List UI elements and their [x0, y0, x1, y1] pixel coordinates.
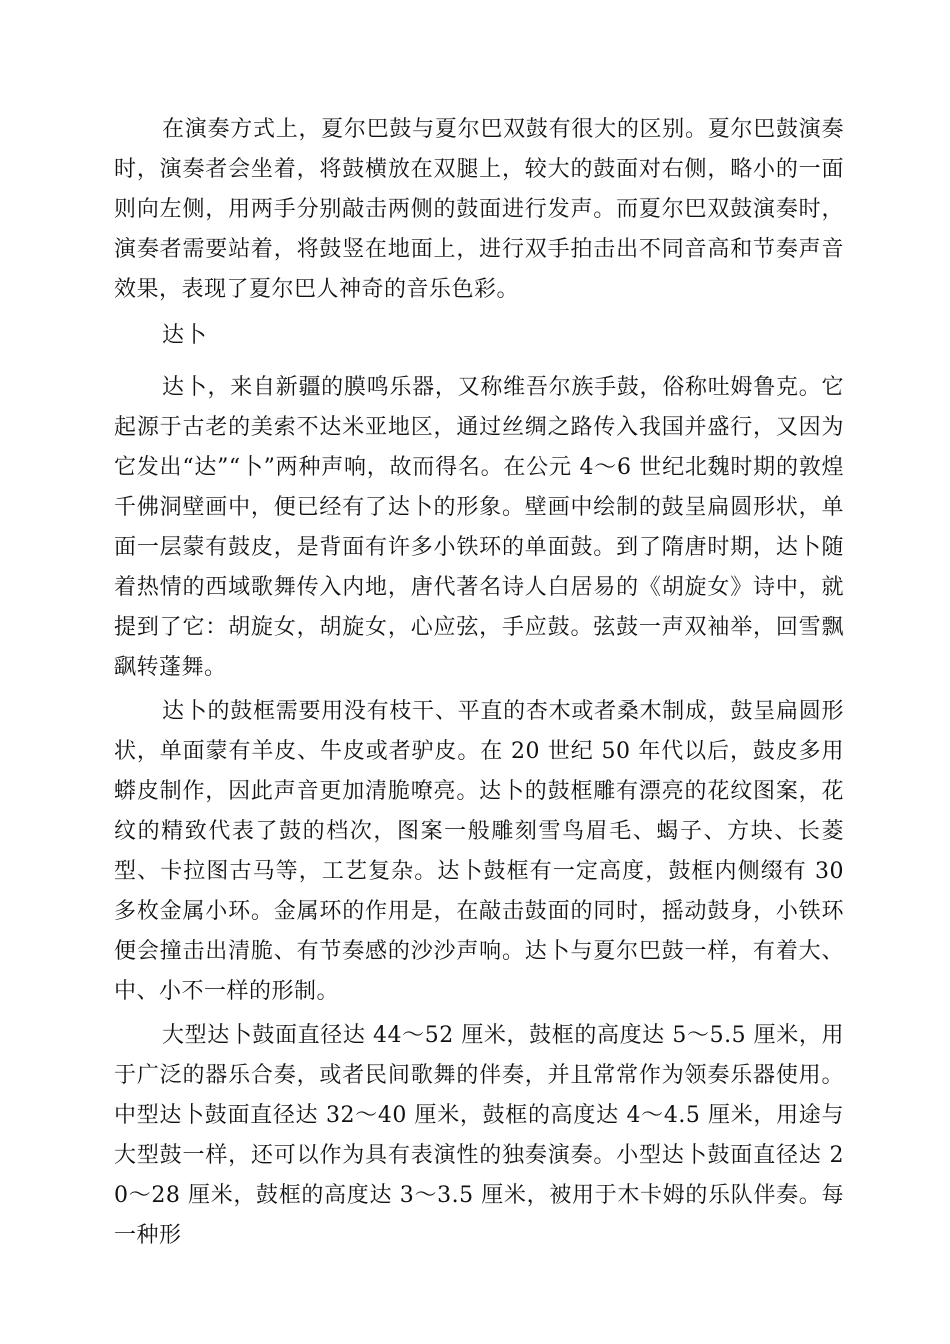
paragraph-dab-origin: 达卜，来自新疆的膜鸣乐器，又称维吾尔族手鼓，俗称吐姆鲁克。它起源于古老的美索不达米亚地区，通过丝绸之路传入我国并盛行，又因为它发出“达”“卜”两种声响，故而得名。在公元 4～6 世纪北魏时期的敦煌千佛洞壁画中，便已经有了达卜的形象。壁画中绘制的鼓呈扁圆形状，单面一层蒙有鼓皮，是背面有许多小铁环的单面鼓。到了隋唐时期，达卜随着热情的西域歌舞传入内地，唐代著名诗人白居易的《胡旋女》诗中，就提到了它：胡旋女，胡旋女，心应弦，手应鼓。弦鼓一声双袖举，回雪飘飖转蓬舞。: [114, 375, 844, 680]
paragraph-performance-methods: 在演奏方式上，夏尔巴鼓与夏尔巴双鼓有很大的区别。夏尔巴鼓演奏时，演奏者会坐着，将鼓横放在双腿上，较大的鼓面对右侧，略小的一面则向左侧，用两手分别敲击两侧的鼓面进行发声。而夏尔巴双鼓演奏时，演奏者需要站着，将鼓竖在地面上，进行双手拍击出不同音高和节奏声音效果，表现了夏尔巴人神奇的音乐色彩。: [114, 117, 844, 302]
paragraph-dab-construction: 达卜的鼓框需要用没有枝干、平直的杏木或者桑木制成，鼓呈扁圆形状，单面蒙有羊皮、牛皮或者驴皮。在 20 世纪 50 年代以后，鼓皮多用蟒皮制作，因此声音更加清脆嘹亮。达卜的鼓框雕有漂亮的花纹图案，花纹的精致代表了鼓的档次，图案一般雕刻雪鸟眉毛、蝎子、方块、长菱型、卡拉图古马等，工艺复杂。达卜鼓框有一定高度，鼓框内侧缀有 30 多枚金属小环。金属环的作用是，在敲击鼓面的同时，摇动鼓身，小铁环便会撞击出清脆、有节奏感的沙沙声响。达卜与夏尔巴鼓一样，有着大、中、小不一样的形制。: [114, 699, 844, 1004]
paragraph-dab-sizes: 大型达卜鼓面直径达 44～52 厘米，鼓框的高度达 5～5.5 厘米，用于广泛的器乐合奏，或者民间歌舞的伴奏，并且常常作为领奏乐器使用。中型达卜鼓面直径达 32～40 厘米，鼓框的高度达 4～4.5 厘米，用途与大型鼓一样，还可以作为具有表演性的独奏演奏。小型达卜鼓面直径达 20～28 厘米，鼓框的高度达 3～3.5 厘米，被用于木卡姆的乐队伴奏。每一种形: [114, 1023, 844, 1248]
section-heading-dab: 达卜: [162, 323, 208, 348]
